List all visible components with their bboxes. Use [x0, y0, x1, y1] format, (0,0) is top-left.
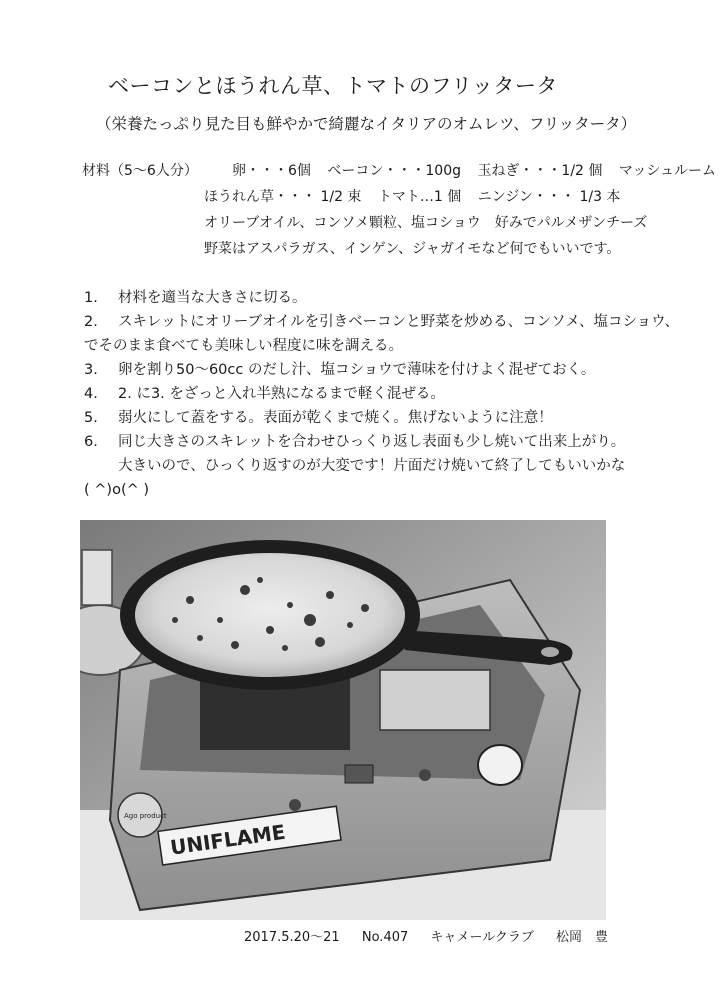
- footer-number: No.407: [361, 930, 409, 945]
- bottle: [82, 550, 112, 605]
- ingredients-line-1: [232, 160, 720, 180]
- step-item: [84, 358, 684, 382]
- step-continuation: でそのまま食べても美味しい程度に味を調える。: [84, 338, 403, 354]
- step-text: 2. に3. をざっと入れ半熟になるまで軽く混ぜる。: [118, 386, 445, 402]
- step-text: 卵を割り50～60cc のだし汁、塩コショウで薄味を付けよく混ぜておく。: [118, 362, 596, 378]
- step-item: [84, 286, 684, 310]
- step-number: 4.: [84, 386, 98, 402]
- frittata-photo: [80, 520, 606, 920]
- step-text: 同じ大きさのスキレットを合わせひっくり返し表面も少し焼いて出来上がり。: [118, 434, 626, 450]
- step-text: 弱火にして蓋をする。表面が乾くまで焼く。焦げないように注意！: [118, 410, 553, 426]
- product-badge-text: Ago product: [124, 812, 167, 820]
- step-number: 3.: [84, 362, 98, 378]
- screw: [289, 799, 301, 811]
- footer: [244, 926, 626, 945]
- ingredient-item: ニンジン・・・ 1/3 本: [477, 189, 621, 205]
- step-item: [84, 382, 684, 406]
- uniflame-logo: UNIFLAME: [168, 819, 287, 860]
- step-number: 6.: [84, 434, 98, 450]
- ingredient-item: ベーコン・・・100g: [327, 163, 461, 179]
- step-item: [84, 406, 684, 430]
- footer-club: キャメールクラブ: [430, 930, 534, 945]
- ingredients-label: 材料（5～6人分）: [82, 163, 198, 179]
- cooking-note: 大きいので、ひっくり返すのが大変です！片面だけ焼いて終了してもいいかな: [118, 458, 626, 474]
- ingredient-item: 卵・・・6個: [232, 163, 311, 179]
- screw: [419, 769, 431, 781]
- handle-hole: [541, 647, 559, 657]
- footer-author: 松岡 豊: [556, 930, 609, 945]
- ingredients-line-4: 野菜はアスパラガス、インゲン、ジャガイモなど何でもいいです。: [204, 241, 621, 257]
- recipe-subtitle: （栄養たっぷり見た目も鮮やかで綺麗なイタリアのオムレツ、フリッタータ）: [96, 115, 637, 133]
- ingredients-line-2: [204, 186, 632, 206]
- ingredients-line-3: オリーブオイル、コンソメ顆粒、塩コショウ 好みでパルメザンチーズ: [204, 215, 648, 231]
- step-number: 1.: [84, 290, 98, 306]
- ingredient-item: ほうれん草・・・ 1/2 束: [204, 189, 362, 205]
- stove-panel: [380, 670, 490, 730]
- frittata: [135, 553, 405, 677]
- footer-date: 2017.5.20～21: [244, 930, 340, 945]
- recipe-title: ベーコンとほうれん草、トマトのフリッタータ: [108, 74, 558, 98]
- step-text: スキレットにオリーブオイルを引きベーコンと野菜を炒める、コンソメ、塩コショウ、: [118, 314, 680, 330]
- step-text: 材料を適当な大きさに切る。: [118, 290, 307, 306]
- ingredient-item: マッシュルーム: [618, 163, 717, 179]
- vent-hole: [478, 745, 522, 785]
- emoticon: ( ^)o(^ ): [84, 482, 150, 498]
- steps-list: [84, 286, 684, 502]
- step-number: 2.: [84, 314, 98, 330]
- step-item: [84, 310, 684, 334]
- ingredient-item: 玉ねぎ・・・1/2 個: [477, 163, 603, 179]
- step-number: 5.: [84, 410, 98, 426]
- latch: [345, 765, 373, 783]
- ingredient-item: トマト…1 個: [377, 189, 462, 205]
- step-item: [84, 430, 684, 454]
